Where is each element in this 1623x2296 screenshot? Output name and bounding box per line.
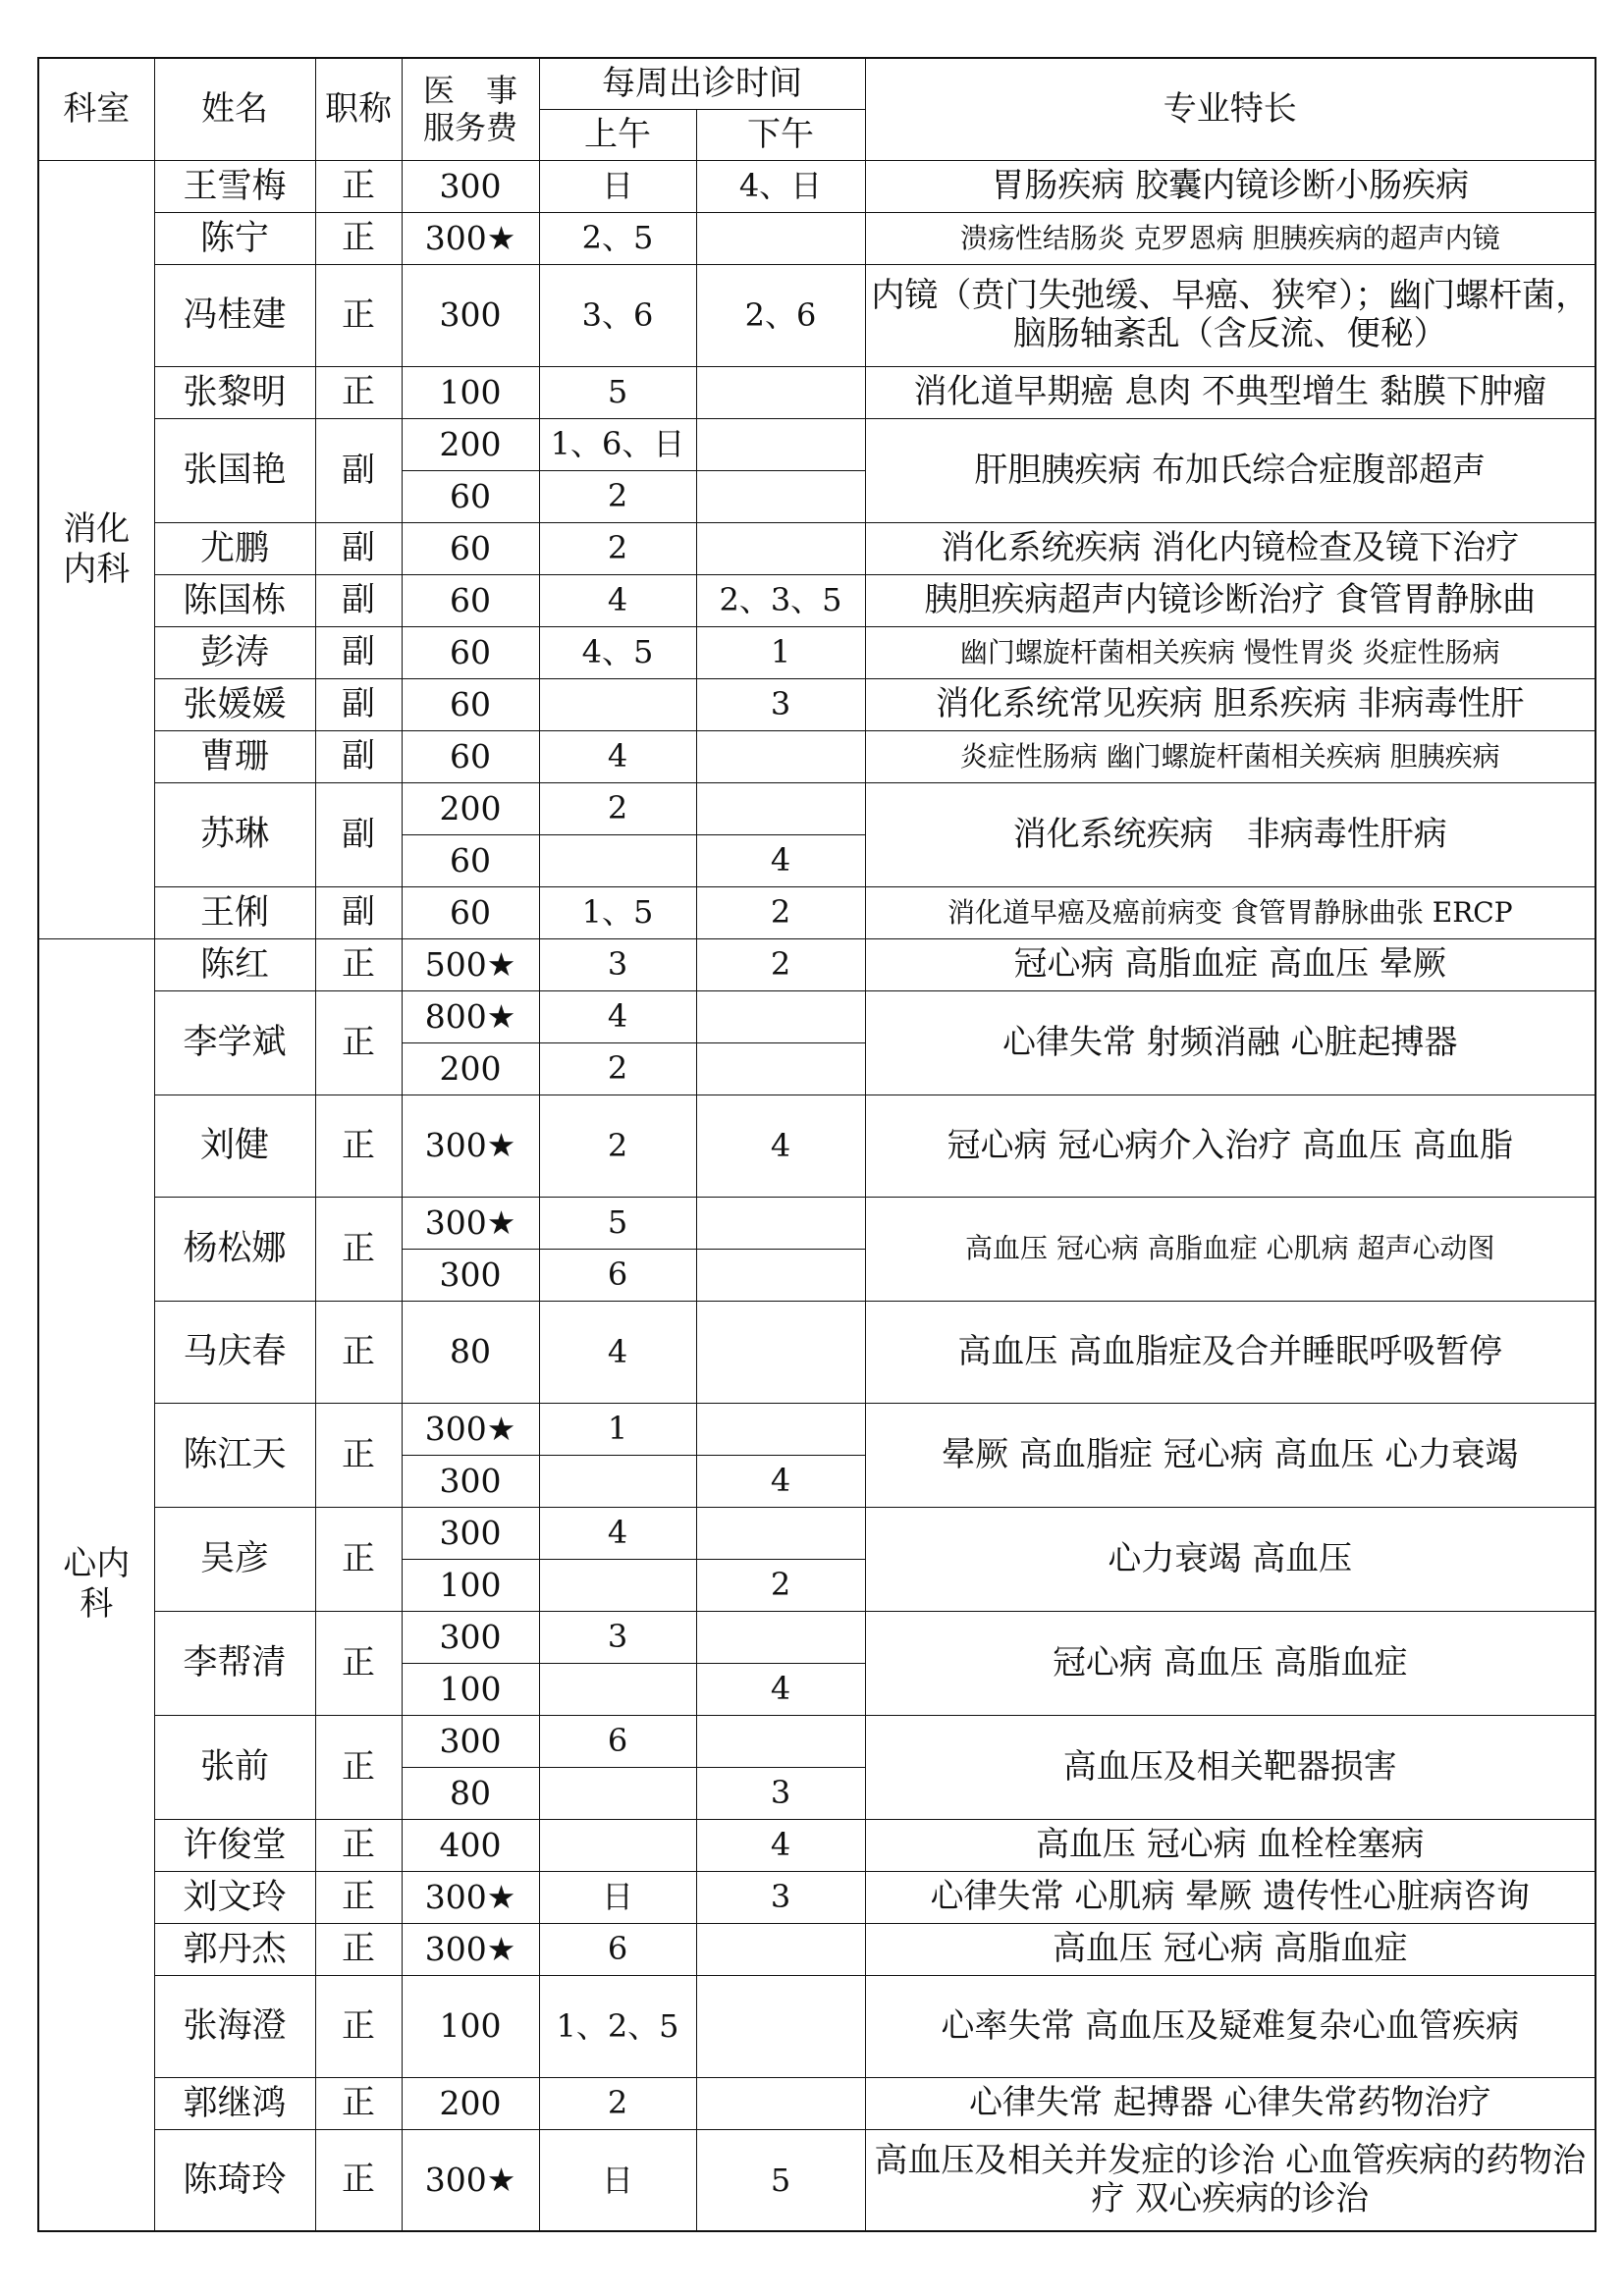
- am-days: 5: [539, 366, 696, 418]
- specialty: 内镜（贲门失弛缓、早癌、狭窄）；幽门螺杆菌，脑肠轴紊乱（含反流、便秘）: [865, 264, 1596, 366]
- service-fee: 300★: [402, 1095, 539, 1197]
- service-fee: 60: [402, 886, 539, 938]
- pm-days: [696, 1403, 865, 1455]
- specialty: 冠心病 高血压 高脂血症: [865, 1611, 1596, 1715]
- doctor-title: 副: [315, 886, 402, 938]
- table-row: [38, 1975, 1596, 2077]
- service-fee: 300: [402, 160, 539, 212]
- pm-days: [696, 522, 865, 574]
- am-days: 2: [539, 1095, 696, 1197]
- doctor-name: 尤鹏: [154, 522, 315, 574]
- doctor-title: 正: [315, 366, 402, 418]
- pm-days: [696, 418, 865, 470]
- service-fee: 100: [402, 1975, 539, 2077]
- specialty: 消化系统疾病 消化内镜检查及镜下治疗: [865, 522, 1596, 574]
- pm-days: 4: [696, 834, 865, 886]
- pm-days: 3: [696, 1767, 865, 1819]
- table-row: [38, 1715, 1596, 1767]
- doctor-name: 彭涛: [154, 626, 315, 678]
- table-row: [38, 1819, 1596, 1871]
- doctor-name: 冯桂建: [154, 264, 315, 366]
- am-days: 3: [539, 938, 696, 990]
- doctor-title: 正: [315, 1197, 402, 1301]
- service-fee: 60: [402, 522, 539, 574]
- service-fee: 60: [402, 730, 539, 782]
- specialty: 冠心病 高脂血症 高血压 晕厥: [865, 938, 1596, 990]
- service-fee: 500★: [402, 938, 539, 990]
- doctor-name: 张前: [154, 1715, 315, 1819]
- am-days: 6: [539, 1249, 696, 1301]
- am-days: 6: [539, 1923, 696, 1975]
- am-days: 1、6、日: [539, 418, 696, 470]
- service-fee: 300★: [402, 2129, 539, 2231]
- doctor-title: 副: [315, 730, 402, 782]
- service-fee: 300: [402, 1715, 539, 1767]
- table-row: [38, 2129, 1596, 2231]
- service-fee: 60: [402, 470, 539, 522]
- specialty: 心率失常 高血压及疑难复杂心血管疾病: [865, 1975, 1596, 2077]
- header-am: 上午: [539, 109, 696, 160]
- am-days: 日: [539, 1871, 696, 1923]
- pm-days: [696, 1923, 865, 1975]
- pm-days: [696, 730, 865, 782]
- specialty: 心律失常 心肌病 晕厥 遗传性心脏病咨询: [865, 1871, 1596, 1923]
- pm-days: 4: [696, 1663, 865, 1715]
- header-dept: 科室: [38, 58, 154, 160]
- service-fee: 400: [402, 1819, 539, 1871]
- pm-days: 3: [696, 678, 865, 730]
- am-days: 5: [539, 1197, 696, 1249]
- specialty: 高血压 冠心病 血栓栓塞病: [865, 1819, 1596, 1871]
- pm-days: [696, 1301, 865, 1403]
- am-days: 1: [539, 1403, 696, 1455]
- am-days: 4: [539, 1301, 696, 1403]
- table-row: [38, 886, 1596, 938]
- service-fee: 200: [402, 2077, 539, 2129]
- specialty: 高血压 冠心病 高脂血症 心肌病 超声心动图: [865, 1197, 1596, 1301]
- am-days: 3: [539, 1611, 696, 1663]
- specialty: 心律失常 射频消融 心脏起搏器: [865, 990, 1596, 1095]
- doctor-title: 正: [315, 1715, 402, 1819]
- pm-days: [696, 782, 865, 834]
- specialty: 消化系统疾病 非病毒性肝病: [865, 782, 1596, 886]
- doctor-name: 王俐: [154, 886, 315, 938]
- pm-days: [696, 1507, 865, 1559]
- table-row: [38, 1611, 1596, 1663]
- doctor-name: 李学斌: [154, 990, 315, 1095]
- pm-days: 4: [696, 1455, 865, 1507]
- table-row: [38, 418, 1596, 470]
- service-fee: 300★: [402, 1871, 539, 1923]
- am-days: 2: [539, 470, 696, 522]
- table-row: [38, 574, 1596, 626]
- service-fee: 300: [402, 1455, 539, 1507]
- specialty: 胃肠疾病 胶囊内镜诊断小肠疾病: [865, 160, 1596, 212]
- service-fee: 300: [402, 264, 539, 366]
- doctor-name: 陈红: [154, 938, 315, 990]
- clinic-schedule-table: [37, 57, 1596, 2232]
- doctor-title: 正: [315, 1095, 402, 1197]
- doctor-title: 副: [315, 418, 402, 522]
- service-fee: 200: [402, 1042, 539, 1095]
- table-row: [38, 626, 1596, 678]
- table-row: [38, 1871, 1596, 1923]
- am-days: 2、5: [539, 212, 696, 264]
- pm-days: 3: [696, 1871, 865, 1923]
- pm-days: 2: [696, 938, 865, 990]
- am-days: 4、5: [539, 626, 696, 678]
- specialty: 心力衰竭 高血压: [865, 1507, 1596, 1611]
- doctor-title: 副: [315, 626, 402, 678]
- am-days: 2: [539, 2077, 696, 2129]
- am-days: [539, 1663, 696, 1715]
- doctor-name: 陈琦玲: [154, 2129, 315, 2231]
- am-days: [539, 1819, 696, 1871]
- pm-days: [696, 1042, 865, 1095]
- table-row: [38, 1197, 1596, 1249]
- doctor-title: 正: [315, 1611, 402, 1715]
- service-fee: 100: [402, 1663, 539, 1715]
- am-days: 4: [539, 990, 696, 1042]
- header-title: 职称: [315, 58, 402, 160]
- doctor-title: 正: [315, 938, 402, 990]
- pm-days: 4、日: [696, 160, 865, 212]
- am-days: 4: [539, 1507, 696, 1559]
- service-fee: 80: [402, 1301, 539, 1403]
- header-row-1: [38, 58, 1596, 109]
- pm-days: [696, 1197, 865, 1249]
- doctor-title: 正: [315, 2077, 402, 2129]
- am-days: 2: [539, 522, 696, 574]
- dept-cell: 心内 科: [38, 938, 154, 2231]
- doctor-name: 郭丹杰: [154, 1923, 315, 1975]
- am-days: 2: [539, 1042, 696, 1095]
- pm-days: 2: [696, 886, 865, 938]
- table-row: [38, 1507, 1596, 1559]
- doctor-title: 正: [315, 1819, 402, 1871]
- doctor-title: 正: [315, 1507, 402, 1611]
- service-fee: 300★: [402, 1197, 539, 1249]
- service-fee: 300: [402, 1611, 539, 1663]
- service-fee: 300: [402, 1249, 539, 1301]
- pm-days: [696, 1611, 865, 1663]
- am-days: 日: [539, 2129, 696, 2231]
- specialty: 晕厥 高血脂症 冠心病 高血压 心力衰竭: [865, 1403, 1596, 1507]
- doctor-title: 正: [315, 990, 402, 1095]
- specialty: 高血压及相关靶器损害: [865, 1715, 1596, 1819]
- service-fee: 100: [402, 366, 539, 418]
- dept-cell: 消化 内科: [38, 160, 154, 938]
- specialty: 炎症性肠病 幽门螺旋杆菌相关疾病 胆胰疾病: [865, 730, 1596, 782]
- header-fee-line2: 服务费: [422, 109, 517, 147]
- pm-days: 5: [696, 2129, 865, 2231]
- doctor-name: 张海澄: [154, 1975, 315, 2077]
- specialty: 心律失常 起搏器 心律失常药物治疗: [865, 2077, 1596, 2129]
- doctor-name: 张黎明: [154, 366, 315, 418]
- table-row: [38, 212, 1596, 264]
- pm-days: [696, 1249, 865, 1301]
- am-days: [539, 1559, 696, 1611]
- header-pm: 下午: [696, 109, 865, 160]
- pm-days: 1: [696, 626, 865, 678]
- am-days: 3、6: [539, 264, 696, 366]
- specialty: 消化道早期癌 息肉 不典型增生 黏膜下肿瘤: [865, 366, 1596, 418]
- service-fee: 200: [402, 782, 539, 834]
- service-fee: 300: [402, 1507, 539, 1559]
- service-fee: 60: [402, 574, 539, 626]
- pm-days: [696, 990, 865, 1042]
- doctor-title: 副: [315, 678, 402, 730]
- am-days: [539, 834, 696, 886]
- doctor-name: 吴彦: [154, 1507, 315, 1611]
- header-clinic-time: 每周出诊时间: [539, 58, 865, 109]
- specialty: 肝胆胰疾病 布加氏综合症腹部超声: [865, 418, 1596, 522]
- doctor-name: 刘文玲: [154, 1871, 315, 1923]
- table-row: [38, 1095, 1596, 1197]
- header-fee: [402, 58, 539, 160]
- am-days: [539, 1455, 696, 1507]
- specialty: 幽门螺旋杆菌相关疾病 慢性胃炎 炎症性肠病: [865, 626, 1596, 678]
- am-days: 1、2、5: [539, 1975, 696, 2077]
- service-fee: 60: [402, 626, 539, 678]
- pm-days: [696, 1975, 865, 2077]
- service-fee: 800★: [402, 990, 539, 1042]
- pm-days: 2、6: [696, 264, 865, 366]
- doctor-title: 正: [315, 1301, 402, 1403]
- pm-days: [696, 366, 865, 418]
- doctor-name: 许俊堂: [154, 1819, 315, 1871]
- table-row: [38, 678, 1596, 730]
- header-spec: 专业特长: [865, 58, 1596, 160]
- pm-days: 2: [696, 1559, 865, 1611]
- service-fee: 300★: [402, 1923, 539, 1975]
- doctor-name: 王雪梅: [154, 160, 315, 212]
- doctor-name: 陈国栋: [154, 574, 315, 626]
- doctor-name: 杨松娜: [154, 1197, 315, 1301]
- am-days: 4: [539, 574, 696, 626]
- header-name: 姓名: [154, 58, 315, 160]
- pm-days: [696, 470, 865, 522]
- table-row: [38, 990, 1596, 1042]
- specialty: 高血压及相关并发症的诊治 心血管疾病的药物治疗 双心疾病的诊治: [865, 2129, 1596, 2231]
- doctor-name: 苏琳: [154, 782, 315, 886]
- schedule-body: [38, 160, 1596, 2231]
- doctor-name: 曹珊: [154, 730, 315, 782]
- am-days: [539, 1767, 696, 1819]
- am-days: 4: [539, 730, 696, 782]
- table-row: [38, 1301, 1596, 1403]
- doctor-name: 陈宁: [154, 212, 315, 264]
- doctor-title: 正: [315, 160, 402, 212]
- service-fee: 80: [402, 1767, 539, 1819]
- table-row: [38, 730, 1596, 782]
- specialty: 消化道早癌及癌前病变 食管胃静脉曲张 ERCP: [865, 886, 1596, 938]
- header-fee-line1: 医 事: [422, 71, 517, 109]
- table-row: [38, 938, 1596, 990]
- specialty: 冠心病 冠心病介入治疗 高血压 高血脂: [865, 1095, 1596, 1197]
- doctor-name: 张国艳: [154, 418, 315, 522]
- am-days: 6: [539, 1715, 696, 1767]
- specialty: 溃疡性结肠炎 克罗恩病 胆胰疾病的超声内镜: [865, 212, 1596, 264]
- doctor-title: 副: [315, 574, 402, 626]
- am-days: 2: [539, 782, 696, 834]
- pm-days: 2、3、5: [696, 574, 865, 626]
- specialty: 高血压 冠心病 高脂血症: [865, 1923, 1596, 1975]
- table-row: [38, 1923, 1596, 1975]
- table-row: [38, 782, 1596, 834]
- table-row: [38, 264, 1596, 366]
- schedule-sheet: [37, 57, 1595, 2232]
- pm-days: [696, 212, 865, 264]
- doctor-title: 正: [315, 1923, 402, 1975]
- doctor-name: 陈江天: [154, 1403, 315, 1507]
- table-row: [38, 160, 1596, 212]
- pm-days: [696, 2077, 865, 2129]
- table-row: [38, 1403, 1596, 1455]
- doctor-title: 正: [315, 1975, 402, 2077]
- service-fee: 300★: [402, 212, 539, 264]
- specialty: 消化系统常见疾病 胆系疾病 非病毒性肝: [865, 678, 1596, 730]
- service-fee: 200: [402, 418, 539, 470]
- specialty: 高血压 高血脂症及合并睡眠呼吸暂停: [865, 1301, 1596, 1403]
- table-row: [38, 2077, 1596, 2129]
- table-row: [38, 522, 1596, 574]
- pm-days: [696, 1715, 865, 1767]
- am-days: 1、5: [539, 886, 696, 938]
- doctor-title: 正: [315, 1871, 402, 1923]
- doctor-title: 正: [315, 212, 402, 264]
- doctor-title: 正: [315, 264, 402, 366]
- service-fee: 60: [402, 834, 539, 886]
- doctor-title: 正: [315, 2129, 402, 2231]
- service-fee: 100: [402, 1559, 539, 1611]
- doctor-title: 副: [315, 782, 402, 886]
- specialty: 胰胆疾病超声内镜诊断治疗 食管胃静脉曲: [865, 574, 1596, 626]
- doctor-name: 李帮清: [154, 1611, 315, 1715]
- doctor-name: 刘健: [154, 1095, 315, 1197]
- table-row: [38, 366, 1596, 418]
- doctor-title: 副: [315, 522, 402, 574]
- pm-days: 4: [696, 1095, 865, 1197]
- service-fee: 300★: [402, 1403, 539, 1455]
- doctor-name: 郭继鸿: [154, 2077, 315, 2129]
- am-days: [539, 678, 696, 730]
- doctor-name: 马庆春: [154, 1301, 315, 1403]
- doctor-name: 张媛媛: [154, 678, 315, 730]
- doctor-title: 正: [315, 1403, 402, 1507]
- service-fee: 60: [402, 678, 539, 730]
- am-days: 日: [539, 160, 696, 212]
- pm-days: 4: [696, 1819, 865, 1871]
